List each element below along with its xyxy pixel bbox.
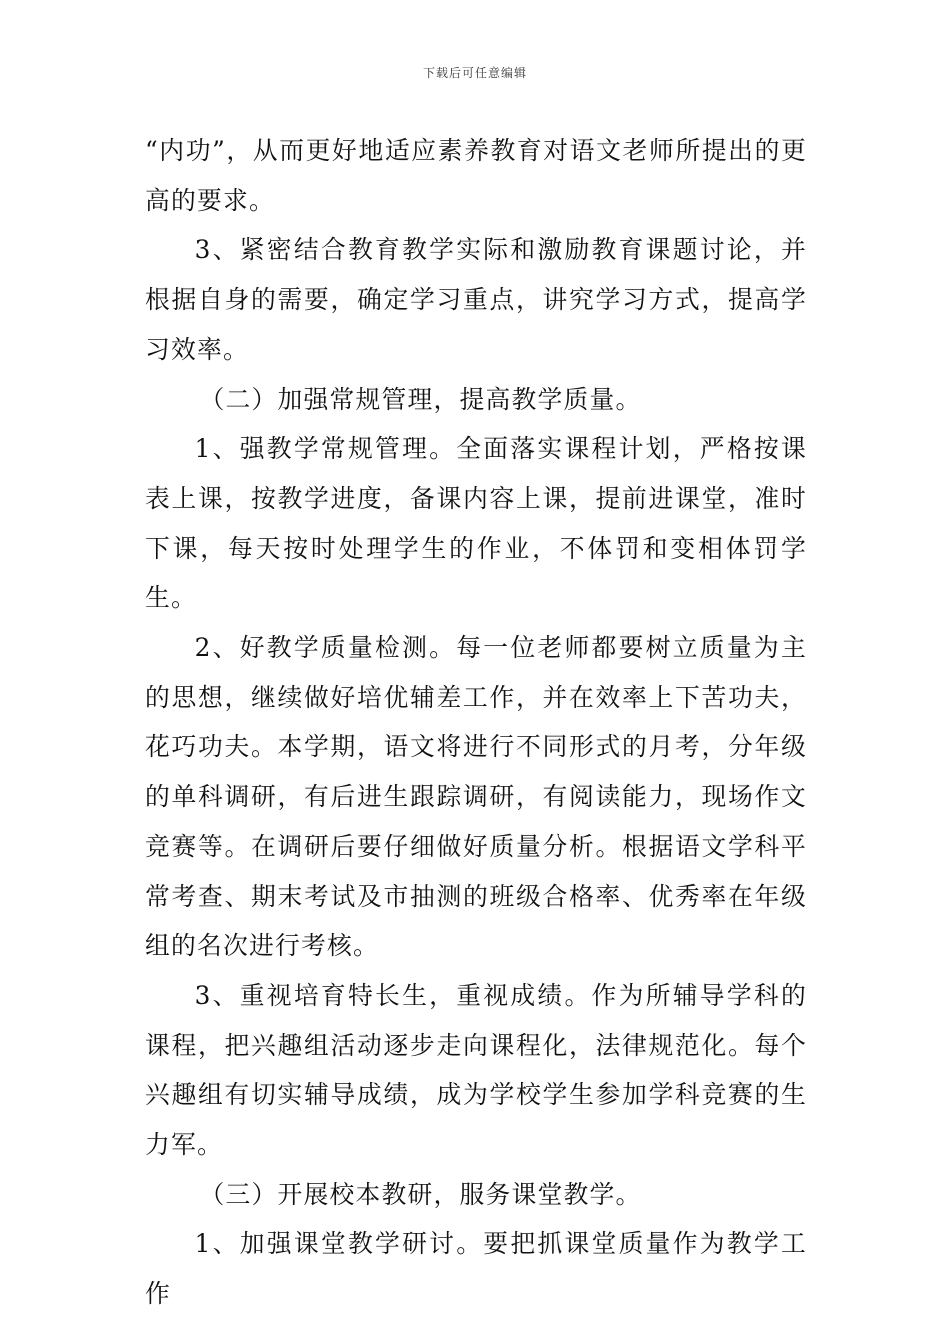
paragraph-item-1-routine: 1、强教学常规管理。全面落实课程计划，严格按课表上课，按教学进度，备课内容上课，提前进课堂，准时下课，每天按时处理学生的作业，不体罚和变相体罚学生。	[145, 434, 807, 613]
paragraph-item-2-quality: 2、好教学质量检测。每一位老师都要树立质量为主的思想，继续做好培优辅差工作，并在效率上下苦功夫，花巧功夫。本学期，语文将进行不同形式的月考，分年级的单科调研，有后进生跟踪调研，有阅读能力，现场作文竞赛等。在调研后要仔细做好质量分析。根据语文学科平常考查、期末考试及市抽测的班级合格率、优秀率在年级组的名次进行考核。	[145, 633, 807, 961]
page-header-note: 下载后可任意编辑	[422, 66, 527, 80]
paragraph-item-3-study: 3、紧密结合教育教学实际和激励教育课题讨论，并根据自身的需要，确定学习重点，讲究学习方式，提高学习效率。	[145, 235, 807, 364]
section-heading-3: （三）开展校本教研，服务课堂教学。	[199, 1179, 642, 1209]
paragraph-item-1-classroom: 1、加强课堂教学研讨。要把抓课堂质量作为教学工作	[145, 1229, 807, 1309]
paragraph-continuation: “内功”，从而更好地适应素养教育对语文老师所提出的更高的要求。	[145, 136, 807, 215]
section-heading-2: （二）加强常规管理，提高教学质量。	[199, 384, 642, 414]
paragraph-item-3-talent: 3、重视培育特长生，重视成绩。作为所辅导学科的课程，把兴趣组活动逐步走向课程化，法律规范化。每个兴趣组有切实辅导成绩，成为学校学生参加学科竞赛的生力军。	[145, 980, 807, 1160]
document-body	[145, 126, 807, 1319]
